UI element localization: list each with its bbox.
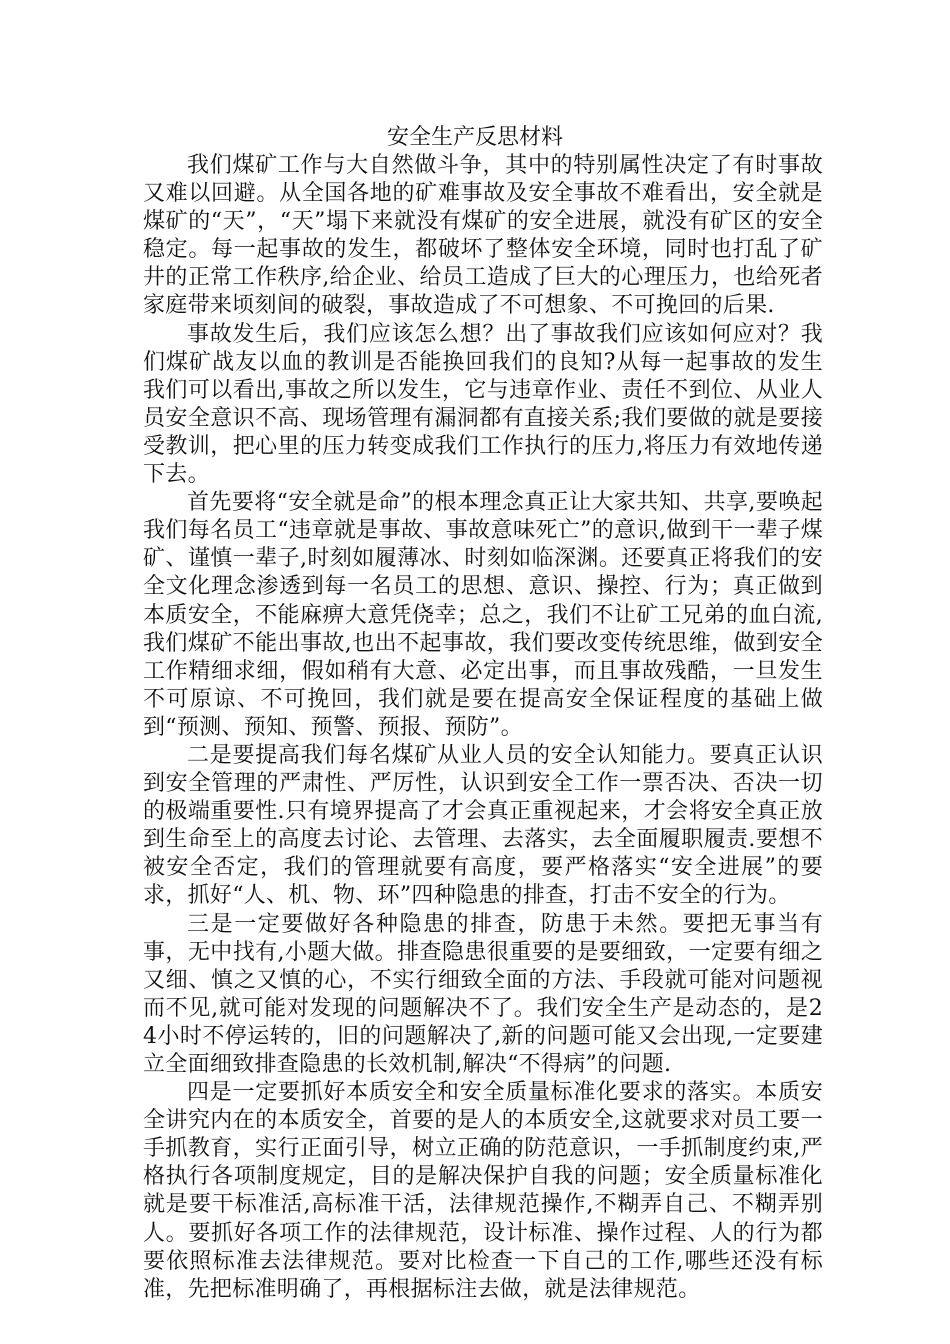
document-body <box>143 152 823 1304</box>
paragraph-1: 我们煤矿工作与大自然做斗争，其中的特别属性决定了有时事故又难以回避。从全国各地的矿难事故及安全事故不难看出，安全就是煤矿的“天”，“天”塌下来就没有煤矿的安全进展，就没有矿区的安全稳定。每一起事故的发生，都破坏了整体安全环境，同时也打乱了矿井的正常工作秩序,给企业、给员工造成了巨大的心理压力，也给死者家庭带来顷刻间的破裂，事故造成了不可想象、不可挽回的后果. <box>143 153 823 319</box>
document-title: 安全生产反思材料 <box>386 125 563 150</box>
paragraph-3: 首先要将“安全就是命”的根本理念真正让大家共知、共享,要唤起我们每名员工“违章就是事故、事故意味死亡”的意识,做到干一辈子煤矿、谨慎一辈子,时刻如履薄冰、时刻如临深渊。还要真正将我们的安全文化理念渗透到每一名员工的思想、意识、操控、行为；真正做到本质安全，不能麻痹大意凭侥幸；总之，我们不让矿工兄弟的血白流,我们煤矿不能出事故,也出不起事故，我们要改变传统思维，做到安全工作精细求细，假如稍有大意、必定出事，而且事故残酷，一旦发生不可原谅、不可挽回，我们就是要在提高安全保证程度的基础上做到“预测、预知、预警、预报、预防”。 <box>143 490 823 740</box>
paragraph-2: 事故发生后，我们应该怎么想？出了事故我们应该如何应对？我们煤矿战友以血的教训是否能换回我们的良知?从每一起事故的发生我们可以看出,事故之所以发生，它与违章作业、责任不到位、从业人员安全意识不高、现场管理有漏洞都有直接关系;我们要做的就是要接受教训，把心里的压力转变成我们工作执行的压力,将压力有效地传递下去。 <box>143 321 823 488</box>
paragraph-6: 四是一定要抓好本质安全和安全质量标准化要求的落实。本质安全讲究内在的本质安全，首要的是人的本质安全,这就要求对员工要一手抓教育，实行正面引导，树立正确的防范意识，一手抓制度约束,严格执行各项制度规定，目的是解决保护自我的问题；安全质量标准化就是要干标准活,高标准干活，法律规范操作,不糊弄自己、不糊弄别人。要抓好各项工作的法律规范，设计标准、操作过程、人的行为都要依照标准去法律规范。要对比检查一下自己的工作,哪些还没有标准，先把标准明确了，再根据标注去做，就是法律规范。 <box>143 1080 823 1302</box>
paragraph-4: 二是要提高我们每名煤矿从业人员的安全认知能力。要真正认识到安全管理的严肃性、严厉性，认识到安全工作一票否决、否决一切的极端重要性.只有境界提高了才会真正重视起来，才会将安全真正放到生命至上的高度去讨论、去管理、去落实，去全面履职履责.要想不被安全否定，我们的管理就要有高度，要严格落实“安全进展”的要求，抓好“人、机、物、环”四种隐患的排查，打击不安全的行为。 <box>143 742 823 909</box>
paragraph-5: 三是一定要做好各种隐患的排查，防患于未然。要把无事当有事，无中找有,小题大做。排查隐患很重要的是要细致，一定要有细之又细、慎之又慎的心，不实行细致全面的方法、手段就可能对问题视而不见,就可能对发现的问题解决不了。我们安全生产是动态的，是24小时不停运转的，旧的问题解决了,新的问题可能又会出现,一定要建立全面细致排查隐患的长效机制,解决“不得病”的问题. <box>143 911 823 1077</box>
